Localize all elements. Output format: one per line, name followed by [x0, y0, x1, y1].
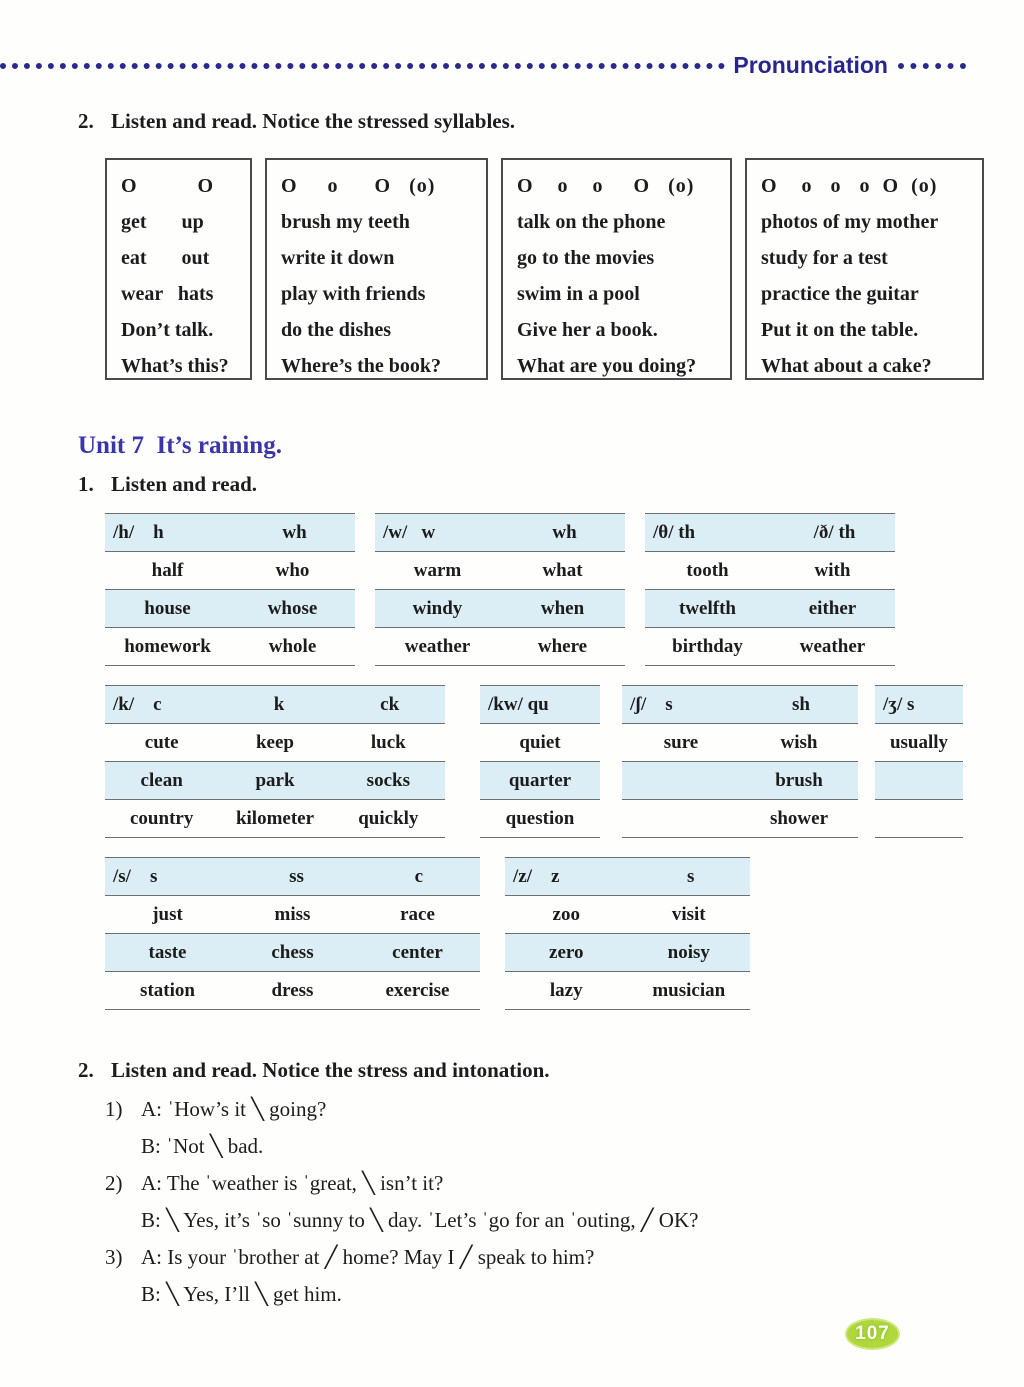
- word-cell: exercise: [385, 979, 450, 1001]
- stress-phrase: talk on the phone: [517, 211, 666, 233]
- stress-pattern: O o o O (o): [517, 175, 695, 197]
- word-cell: with: [814, 559, 851, 581]
- word-cell: country: [130, 807, 194, 829]
- sound-table-header-row: [105, 858, 480, 896]
- dialogue-number: 2): [105, 1171, 123, 1195]
- word-cell: quickly: [358, 807, 419, 829]
- grapheme-header: c: [414, 865, 424, 887]
- stress-phrase: wear hats: [121, 283, 214, 305]
- sound-table-row: [480, 762, 600, 800]
- word-cell: socks: [366, 769, 410, 791]
- sound-table: [375, 513, 625, 666]
- phoneme-header: /s/ s: [113, 865, 158, 887]
- phoneme-header: /θ/ th: [653, 521, 696, 543]
- sound-table-row: [875, 800, 963, 838]
- grapheme-header: wh: [552, 521, 577, 543]
- word-cell: noisy: [667, 941, 710, 963]
- stress-phrase: What about a cake?: [761, 355, 932, 377]
- intonation-heading: [78, 1058, 1024, 1083]
- sound-table-header-row: [505, 858, 750, 896]
- sound-table-row: [645, 628, 895, 666]
- sound-table-row: [105, 590, 355, 628]
- word-cell: visit: [671, 903, 706, 925]
- sound-table-header-row: [622, 686, 858, 724]
- sound-table: [105, 513, 355, 666]
- stressed-syllables-heading: [78, 109, 1024, 134]
- dialogue-line-b: [105, 1276, 1024, 1313]
- stress-phrase: write it down: [281, 247, 395, 269]
- stress-phrase: do the dishes: [281, 319, 392, 341]
- dialogue-line-a: [105, 1165, 1024, 1202]
- phoneme-header: /ʒ/ s: [883, 693, 915, 715]
- word-cell: quarter: [508, 769, 572, 791]
- word-cell: warm: [413, 559, 462, 581]
- dialogue-number: 1): [105, 1097, 123, 1121]
- dialogue-line-a: [105, 1091, 1024, 1128]
- dialogue-text: A: ˈHow’s it ╲ going?: [141, 1097, 327, 1121]
- sound-table-group: [105, 857, 1024, 1010]
- sound-table-row: [480, 800, 600, 838]
- word-cell: whole: [268, 635, 317, 657]
- intonation-dialogues: [105, 1091, 1024, 1313]
- phoneme-header: /w/ w: [383, 521, 436, 543]
- word-cell: question: [505, 807, 575, 829]
- stress-phrase: Where’s the book?: [281, 355, 441, 377]
- word-cell: when: [540, 597, 585, 619]
- word-cell: homework: [124, 635, 211, 657]
- word-cell: park: [255, 769, 295, 791]
- word-cell: usually: [889, 731, 949, 753]
- sound-table-header-row: [105, 686, 445, 724]
- listen-read-heading: [78, 472, 1024, 497]
- word-cell: sure: [663, 731, 699, 753]
- stress-phrase: Give her a book.: [517, 319, 658, 341]
- exercise-number: 2.: [78, 109, 94, 133]
- stress-phrase: go to the movies: [517, 247, 655, 269]
- sound-table-row: [505, 896, 750, 934]
- word-cell: wish: [780, 731, 818, 753]
- word-cell: where: [537, 635, 588, 657]
- stress-phrase: Put it on the table.: [761, 319, 919, 341]
- sound-table-row: [622, 724, 858, 762]
- grapheme-header: /ð/ th: [813, 521, 856, 543]
- sound-table-row: [505, 934, 750, 972]
- sound-table-row: [645, 590, 895, 628]
- dialogue-number: 3): [105, 1245, 123, 1269]
- sound-table-row: [105, 896, 480, 934]
- sound-tables: [0, 513, 1024, 1010]
- sound-table: [875, 685, 963, 838]
- word-cell: clean: [140, 769, 183, 791]
- stress-phrase: practice the guitar: [761, 283, 919, 305]
- word-cell: twelfth: [679, 597, 736, 619]
- sound-table-header-row: [480, 686, 600, 724]
- sound-table: [480, 685, 600, 838]
- word-cell: whose: [267, 597, 318, 619]
- stress-pattern-box: [265, 158, 488, 380]
- grapheme-header: k: [273, 693, 285, 715]
- pronunciation-header: [0, 0, 1024, 79]
- word-cell: tooth: [686, 559, 729, 581]
- sound-table-row: [505, 972, 750, 1010]
- stress-phrase: brush my teeth: [281, 211, 410, 233]
- sound-table-row: [375, 552, 625, 590]
- word-cell: windy: [412, 597, 463, 619]
- grapheme-header: wh: [282, 521, 307, 543]
- phoneme-header: /kw/ qu: [488, 693, 549, 715]
- sound-table: [105, 857, 480, 1010]
- sound-table-row: [622, 762, 858, 800]
- word-cell: taste: [148, 941, 187, 963]
- exercise-instruction: Listen and read. Notice the stressed syllables.: [111, 109, 516, 133]
- stress-phrase: eat out: [121, 247, 210, 269]
- word-cell: brush: [775, 769, 823, 791]
- sound-table-header-row: [875, 686, 963, 724]
- sound-table-row: [105, 552, 355, 590]
- word-cell: kilometer: [235, 807, 315, 829]
- dialogue-text: B: ˈNot ╲ bad.: [141, 1134, 264, 1158]
- grapheme-header: ss: [289, 865, 304, 887]
- pronunciation-title: Pronunciation: [733, 52, 888, 78]
- sound-table: [645, 513, 895, 666]
- dialogue-text: A: Is your ˈbrother at ╱ home? May I ╱ speak to him?: [141, 1245, 595, 1269]
- word-cell: weather: [799, 635, 866, 657]
- word-cell: keep: [255, 731, 294, 753]
- word-cell: just: [152, 903, 183, 925]
- dialogue-line-a: [105, 1239, 1024, 1276]
- dialogue-text: B: ╲ Yes, I’ll ╲ get him.: [141, 1282, 342, 1306]
- word-cell: station: [140, 979, 195, 1001]
- sound-table-group: [105, 513, 1024, 666]
- grapheme-header: ck: [380, 693, 400, 715]
- phoneme-header: /h/ h: [113, 521, 164, 543]
- sound-table-row: [105, 628, 355, 666]
- sound-table-row: [105, 934, 480, 972]
- dialogue-text: B: ╲ Yes, it’s ˈso ˈsunny to ╲ day. ˈLet’s ˈgo for an ˈouting, ╱ OK?: [141, 1208, 699, 1232]
- word-cell: quiet: [519, 731, 561, 753]
- stress-phrase: play with friends: [281, 283, 426, 305]
- stress-pattern-box: [745, 158, 984, 380]
- sound-table: [105, 685, 445, 838]
- dotted-rule-left: [0, 63, 725, 69]
- word-cell: birthday: [672, 635, 743, 657]
- word-cell: weather: [404, 635, 471, 657]
- stress-pattern: O O: [121, 175, 215, 197]
- sound-table-row: [105, 762, 445, 800]
- sound-table-row: [875, 724, 963, 762]
- phoneme-header: /ʃ/ s: [630, 693, 673, 715]
- stress-pattern: O o o o O (o): [761, 175, 938, 197]
- exercise-instruction: Listen and read. Notice the stress and intonation.: [111, 1058, 550, 1082]
- sound-table-row: [622, 800, 858, 838]
- stress-pattern-box: [501, 158, 732, 380]
- sound-table: [505, 857, 750, 1010]
- dialogue-line-b: [105, 1128, 1024, 1165]
- stress-phrase: photos of my mother: [761, 211, 939, 233]
- word-cell: zoo: [552, 903, 580, 925]
- word-cell: who: [275, 559, 310, 581]
- word-cell: zero: [549, 941, 584, 963]
- word-cell: lazy: [549, 979, 583, 1001]
- stress-phrase: What are you doing?: [517, 355, 697, 377]
- stress-pattern: O o O (o): [281, 175, 436, 197]
- sound-table-header-row: [375, 514, 625, 552]
- phoneme-header: /z/ z: [513, 865, 560, 887]
- dotted-rule-right: [898, 63, 966, 69]
- word-cell: what: [542, 559, 583, 581]
- sound-table-row: [375, 590, 625, 628]
- dialogue-text: A: The ˈweather is ˈgreat, ╲ isn’t it?: [141, 1171, 444, 1195]
- sound-table-row: [645, 552, 895, 590]
- stress-pattern-boxes: [105, 158, 1024, 380]
- word-cell: race: [400, 903, 435, 925]
- sound-table: [622, 685, 858, 838]
- sound-table-row: [375, 628, 625, 666]
- word-cell: half: [151, 559, 184, 581]
- sound-table-header-row: [645, 514, 895, 552]
- dialogue-line-b: [105, 1202, 1024, 1239]
- stress-pattern-box: [105, 158, 252, 380]
- word-cell: dress: [271, 979, 314, 1001]
- word-cell: chess: [271, 941, 314, 963]
- exercise-number: 1.: [78, 472, 94, 496]
- grapheme-header: s: [687, 865, 695, 887]
- word-cell: musician: [652, 979, 726, 1001]
- unit-title: Unit 7 It’s raining.: [78, 432, 282, 459]
- word-cell: miss: [274, 903, 311, 925]
- stress-phrase: swim in a pool: [517, 283, 640, 305]
- sound-table-group: [105, 685, 1024, 838]
- word-cell: either: [808, 597, 857, 619]
- sound-table-row: [875, 762, 963, 800]
- exercise-instruction: Listen and read.: [111, 472, 258, 496]
- sound-table-row: [105, 800, 445, 838]
- word-cell: cute: [144, 731, 179, 753]
- word-cell: luck: [370, 731, 406, 753]
- sound-table-row: [105, 724, 445, 762]
- word-cell: center: [392, 941, 443, 963]
- stress-phrase: study for a test: [761, 247, 888, 269]
- sound-table-row: [480, 724, 600, 762]
- phoneme-header: /k/ c: [113, 693, 162, 715]
- page-number-badge: 107: [845, 1318, 900, 1350]
- stress-phrase: What’s this?: [121, 355, 229, 377]
- sound-table-row: [105, 972, 480, 1010]
- sound-table-header-row: [105, 514, 355, 552]
- word-cell: shower: [769, 807, 829, 829]
- stress-phrase: Don’t talk.: [121, 319, 214, 341]
- grapheme-header: sh: [792, 693, 810, 715]
- stress-phrase: get up: [121, 211, 204, 233]
- word-cell: house: [144, 597, 191, 619]
- exercise-number: 2.: [78, 1058, 94, 1082]
